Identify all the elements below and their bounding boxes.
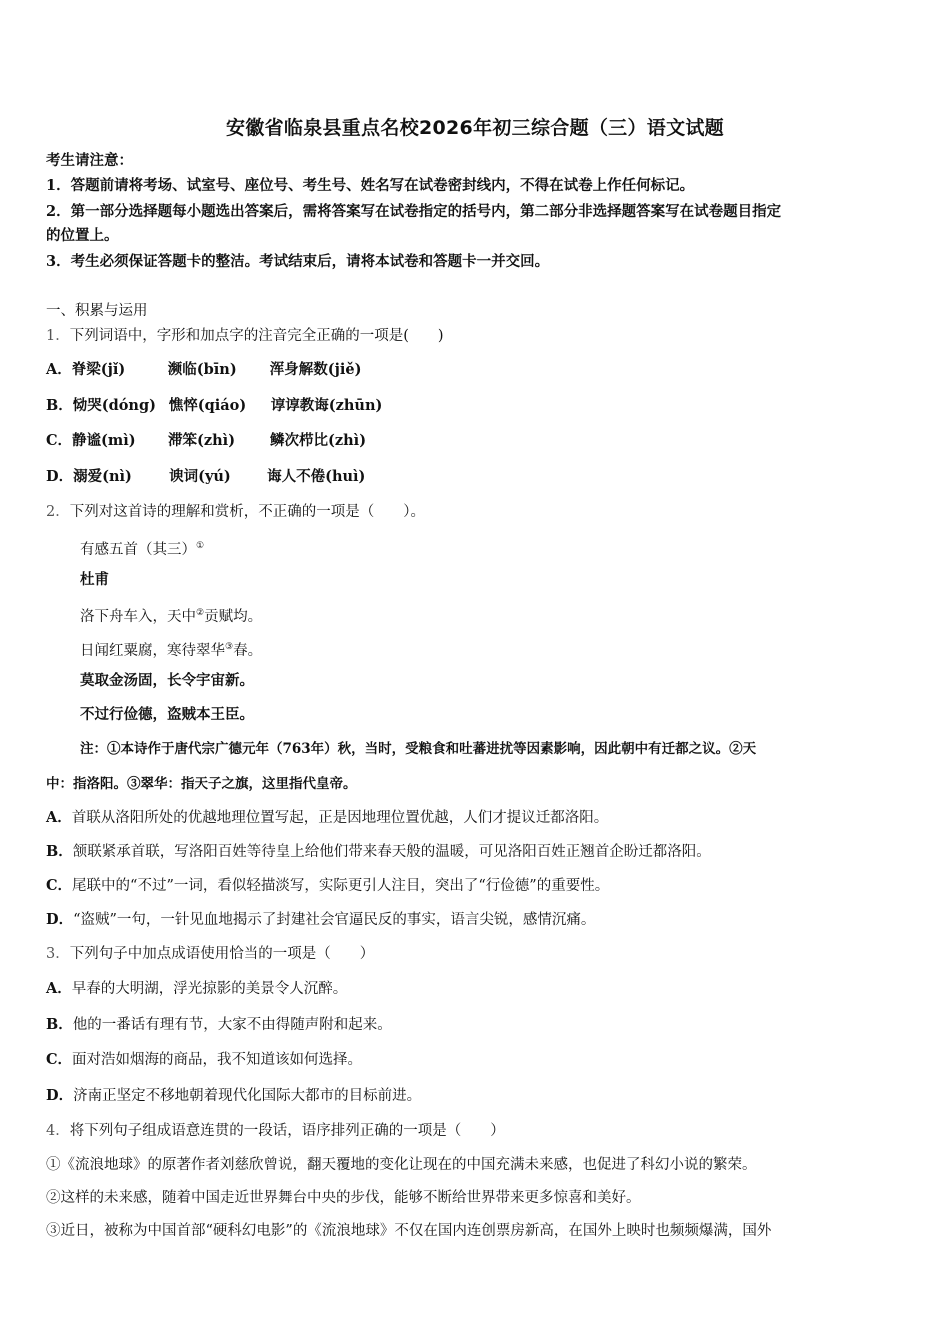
poem-author: 杜甫 xyxy=(80,571,109,588)
q2-stem-text: 下列对这首诗的理解和赏析，不正确的一项是（ ）。 xyxy=(69,504,425,520)
poem-line-2 xyxy=(80,637,262,661)
option-text: “盗贼”一句，一针见血地揭示了封建社会官逼民反的事实，语言尖锐，感情沉痛。 xyxy=(73,912,596,928)
q1-option-b xyxy=(46,396,382,416)
poem-line-text: 日闻红粟腐，寒待翠华 xyxy=(80,642,225,659)
poem-line-text: 洛下舟车入，天中 xyxy=(80,608,196,625)
option-label: A． xyxy=(46,361,72,378)
q3-option-d xyxy=(46,1086,421,1106)
q1-option-d xyxy=(46,467,365,487)
option-text: 尾联中的“不过”一词，看似轻描淡写，实际更引人注目，突出了“行俭德”的重要性。 xyxy=(72,878,610,894)
q3-number: 3． xyxy=(46,946,70,962)
option-label: D． xyxy=(46,1087,74,1104)
option-word-3: 浑身解数(jiě) xyxy=(269,361,362,378)
poem-title xyxy=(80,536,204,560)
poem-line-text: 贡赋均。 xyxy=(204,608,263,625)
q3-option-b xyxy=(46,1015,392,1035)
option-text: 面对浩如烟海的商品，我不知道该如何选择。 xyxy=(72,1052,363,1068)
option-text: 颔联紧承首联，写洛阳百姓等待皇上给他们带来春天般的温暖，可见洛阳百姓正翘首企盼迁都洛阳。 xyxy=(72,844,711,860)
notice-heading: 考生请注意： xyxy=(46,152,133,169)
option-text: 济南正坚定不移地朝着现代化国际大都市的目标前进。 xyxy=(73,1088,422,1104)
q4-stem-text: 将下列句子组成语意连贯的一段话，语序排列正确的一项是（ ） xyxy=(69,1123,505,1139)
q4-stem xyxy=(46,1121,505,1141)
option-label: A． xyxy=(46,980,72,997)
option-text: 他的一番话有理有节，大家不由得随声附和起来。 xyxy=(72,1017,392,1033)
option-label: B． xyxy=(46,397,73,414)
q4-sentence-1: ①《流浪地球》的原著作者刘慈欣曾说，翻天覆地的变化让现在的中国充满未来感，也促进了科幻小说的繁荣。 xyxy=(46,1157,757,1173)
q1-option-a xyxy=(46,360,361,380)
option-label: C． xyxy=(46,1051,73,1068)
q3-option-c xyxy=(46,1050,362,1070)
notice-item-2-cont: 的位置上。 xyxy=(46,227,119,244)
poem-title-text: 有感五首（其三） xyxy=(80,541,196,558)
q4-number: 4． xyxy=(46,1123,70,1139)
poem-line-3: 莫取金汤固，长令宇宙新。 xyxy=(80,672,254,689)
option-word-3: 谆谆教诲(zhūn) xyxy=(270,397,383,414)
q2-option-d xyxy=(46,910,595,930)
notice-item-1: 1．答题前请将考场、试室号、座位号、考生号、姓名写在试卷密封线内，不得在试卷上作任何标记。 xyxy=(46,177,695,194)
option-label: B． xyxy=(46,1016,73,1033)
option-label: C． xyxy=(46,877,73,894)
option-word-2: 憔悴(qiáo) xyxy=(168,397,247,414)
notice-item-2: 2．第一部分选择题每小题选出答案后，需将答案写在试卷指定的括号内，第二部分非选择题答案写在试卷题目指定 xyxy=(46,203,782,220)
q2-option-c xyxy=(46,876,609,896)
option-word-1: 脊梁(jǐ) xyxy=(71,361,126,378)
option-word-2: 滞笨(zhì) xyxy=(168,432,236,449)
option-word-3: 鳞次栉比(zhì) xyxy=(270,432,367,449)
option-word-1: 溺爱(nì) xyxy=(73,468,132,485)
option-text: 早春的大明湖，浮光掠影的美景令人沉醉。 xyxy=(71,981,348,997)
poem-line-text: 春。 xyxy=(233,642,263,659)
notice-item-3: 3．考生必须保证答题卡的整洁。考试结束后，请将本试卷和答题卡一并交回。 xyxy=(46,253,550,270)
q4-sentence-3: ③近日，被称为中国首部“硬科幻电影”的《流浪地球》不仅在国内连创票房新高，在国外上映时也频频爆满，国外 xyxy=(46,1223,772,1239)
q1-option-c xyxy=(46,431,366,451)
option-text: 首联从洛阳所处的优越地理位置写起，正是因地理位置优越，人们才提议迁都洛阳。 xyxy=(71,810,609,826)
q1-number: 1． xyxy=(46,328,70,344)
poem-line-1 xyxy=(80,603,262,627)
option-label: B． xyxy=(46,843,73,860)
q3-stem xyxy=(46,944,374,964)
option-word-2: 濒临(bīn) xyxy=(167,361,237,378)
poem-note-2: 中：指洛阳。③翠华：指天子之旗，这里指代皇帝。 xyxy=(46,776,357,792)
option-label: A． xyxy=(46,809,72,826)
option-word-3: 诲人不倦(huì) xyxy=(267,468,366,485)
footnote-mark: ② xyxy=(196,608,205,618)
q3-stem-text: 下列句子中加点成语使用恰当的一项是（ ） xyxy=(69,946,375,962)
q2-option-a xyxy=(46,808,608,828)
option-label: D． xyxy=(46,468,74,485)
q1-stem xyxy=(46,326,444,346)
footnote-mark: ① xyxy=(196,541,205,551)
option-label: C． xyxy=(46,432,73,449)
footnote-mark: ③ xyxy=(225,642,234,652)
option-word-2: 谀词(yú) xyxy=(169,468,231,485)
q2-number: 2． xyxy=(46,504,70,520)
q2-stem xyxy=(46,502,425,522)
q4-sentence-2: ②这样的未来感，随着中国走近世界舞台中央的步伐，能够不断给世界带来更多惊喜和美好。 xyxy=(46,1190,641,1206)
q3-option-a xyxy=(46,979,347,999)
option-word-1: 静谧(mì) xyxy=(72,432,136,449)
q2-option-b xyxy=(46,842,711,862)
poem-line-4: 不过行俭德，盗贼本王臣。 xyxy=(80,706,254,723)
option-label: D． xyxy=(46,911,74,928)
q1-stem-text: 下列词语中，字形和加点字的注音完全正确的一项是( ) xyxy=(69,328,444,344)
page-title: 安徽省临泉县重点名校2026年初三综合题（三）语文试题 xyxy=(226,117,724,139)
poem-note-1: 注：①本诗作于唐代宗广德元年（763年）秋，当时，受粮食和吐蕃进扰等因素影响，因此朝中有迁都之议。②天 xyxy=(80,741,757,757)
section-heading: 一、积累与运用 xyxy=(46,303,148,319)
option-word-1: 恸哭(dóng) xyxy=(72,397,156,414)
